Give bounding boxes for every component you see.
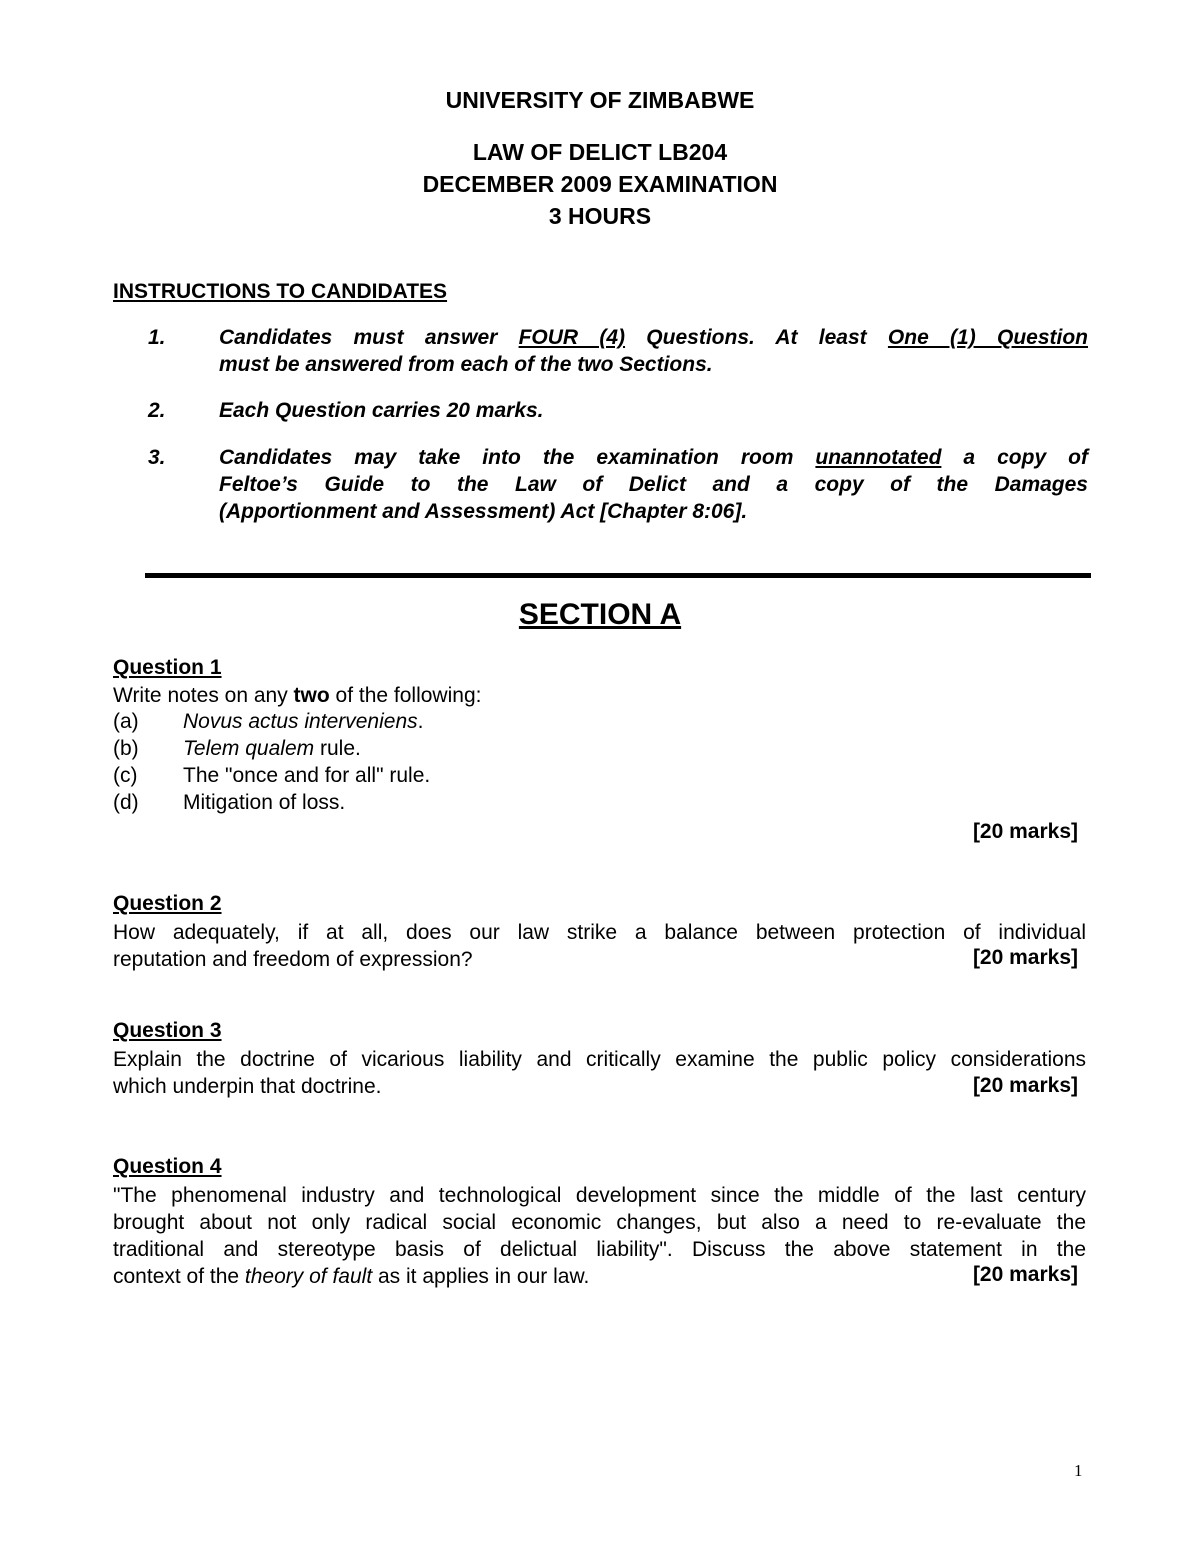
section-title: SECTION A: [518, 598, 682, 631]
instruction-number: 2.: [148, 399, 166, 422]
question-4-text: "The phenomenal industry and technological development since the middle of the last century brought about not only radical social economic changes, but also a need to re-evaluate the traditional and stereotype basis of delictual liability". Discuss the above statement in the context of the theory of fault as it applies in our law.: [113, 1184, 1086, 1288]
instruction-line: Candidates may take into the examination room unannotated a copy of: [219, 446, 1088, 469]
question-2-marks: [20 marks]: [972, 946, 1078, 969]
question-3-marks: [20 marks]: [972, 1074, 1078, 1097]
instruction-line: Each Question carries 20 marks.: [219, 399, 544, 422]
instruction-line: must be answered from each of the two Sections.: [219, 353, 713, 376]
question-3-heading: Question 3: [113, 1019, 222, 1042]
university-title: UNIVERSITY OF ZIMBABWE: [445, 87, 755, 113]
instruction-line: (Apportionment and Assessment) Act [Chapter 8:06].: [219, 500, 748, 523]
exam-title: DECEMBER 2009 EXAMINATION: [422, 171, 778, 197]
question-4-heading: Question 4: [113, 1155, 222, 1178]
instruction-line: Feltoe’s Guide to the Law of Delict and a copy of the Damages: [219, 473, 1088, 496]
instruction-number: 3.: [148, 446, 166, 469]
question-2-heading: Question 2: [113, 892, 222, 915]
option-text: Mitigation of loss.: [183, 791, 346, 814]
question-1-marks: [20 marks]: [972, 820, 1078, 843]
option-text: Telem qualem rule.: [183, 737, 361, 760]
question-1-heading: Question 1: [113, 656, 222, 679]
course-title: LAW OF DELICT LB204: [472, 139, 728, 165]
option-letter: (d): [113, 791, 139, 814]
exam-duration: 3 HOURS: [548, 203, 652, 229]
option-letter: (b): [113, 737, 139, 760]
option-letter: (c): [113, 764, 138, 787]
option-text: The "once and for all" rule.: [183, 764, 431, 787]
question-4-marks: [20 marks]: [972, 1263, 1078, 1286]
instructions-title: INSTRUCTIONS TO CANDIDATES: [113, 280, 448, 303]
instruction-line: Candidates must answer FOUR (4) Questions. At least One (1) Question: [219, 326, 1088, 349]
section-divider: [145, 573, 1091, 578]
option-letter: (a): [113, 710, 139, 733]
question-3-text: Explain the doctrine of vicarious liability and critically examine the public policy considerations which underpin that doctrine.: [113, 1048, 1086, 1098]
question-1-intro: Write notes on any two of the following:: [113, 684, 482, 707]
page-number: 1: [1074, 1461, 1083, 1480]
instruction-number: 1.: [148, 326, 166, 349]
question-2-text: How adequately, if at all, does our law strike a balance between protection of individual reputation and freedom of expression?: [113, 921, 1086, 971]
option-text: Novus actus interveniens.: [183, 710, 424, 733]
